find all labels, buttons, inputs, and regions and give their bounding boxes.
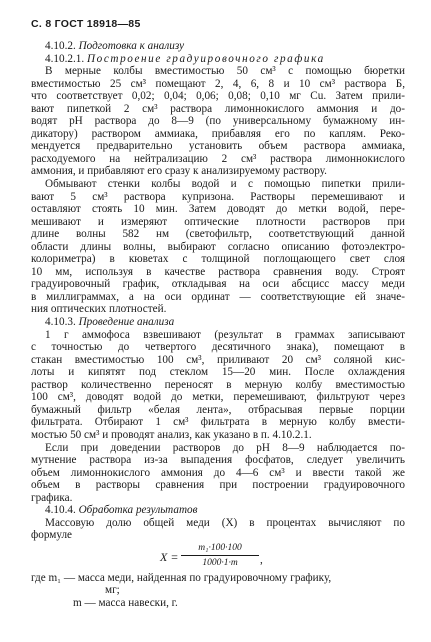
text-line: в миллиграммах, а на оси ординат — соответствующие ей значе-: [31, 290, 405, 303]
text-line: ния оптических плотностей.: [31, 303, 167, 316]
text-line: оставляют стоять 10 мин. Затем доводят до метки водой, пере-: [31, 203, 405, 216]
text-line: стакан вместимостью 100 см³, приливают 20 см³ соляной кис-: [31, 353, 405, 366]
document-body: [31, 40, 405, 610]
text-line: градуировочный график, откладывая на оси абсцисс массу меди: [31, 278, 405, 291]
section-number: 4.10.2.1.: [45, 52, 85, 65]
text-line: мешивают и измеряют оптические плотности растворов при: [31, 215, 405, 228]
text-line: Обмывают стенки колбы водой и с помощью пипетки прили-: [45, 178, 405, 191]
text-line: колориметра) в кюветах с толщиной поглощающего свет слоя: [31, 253, 405, 266]
section-title: Подготовка к анализу: [78, 40, 185, 52]
text-line: длине волны 582 нм (светофильтр, соответствующий данной: [31, 228, 405, 241]
section-title: Обработка результатов: [78, 504, 198, 517]
section-number: 4.10.2.: [45, 40, 76, 52]
section-number: 4.10.4.: [45, 504, 76, 517]
definition-m1-unit: мг;: [105, 584, 120, 597]
text-line: вают 5 см³ раствора купризона. Растворы перемешивают и: [31, 190, 405, 203]
text-line: 1 г аммофоса взвешивают (результат в граммах записывают: [45, 328, 405, 341]
section-title: Построение градуировочного графика: [86, 52, 325, 65]
formula: [31, 542, 405, 572]
text-line: Массовую долю общей меди (X) в процентах вычисляют по: [45, 516, 405, 529]
text-line: области длины волны, выбирают согласно описанию фотоэлектро-: [31, 240, 405, 253]
text-line: В мерные колбы вместимостью 50 см³ с помощью бюретки: [45, 65, 405, 78]
text-line: водят pH раствора до 8—9 (по универсальному бумажному ин-: [31, 115, 405, 128]
section-4-10-3-heading: [31, 316, 405, 329]
text-line: Если при доведении растворов до pH 8—9 наблюдается по-: [45, 441, 405, 454]
text-line: объем лимоннокислого аммония до 4—6 см³ и ввести такой же: [31, 466, 405, 479]
section-4-10-2-heading: [31, 40, 405, 53]
text-line: вместимостью 25 см³ помещают 2, 4, 6, 8 и 10 см³ раствора Б,: [31, 77, 405, 90]
text-line: раствор количественно переносят в мерную колбу вместимостью: [31, 378, 405, 391]
text-line: что соответствует 0,02; 0,04; 0,06; 0,08; 0,10 мг Cu. Затем прили-: [31, 90, 405, 103]
text-line: мостью 50 см³ и проводят анализ, как указано в п. 4.10.2.1.: [31, 428, 312, 441]
text-line: фильтрата. Отбирают 1 см³ фильтрата в мерную колбу вмести-: [31, 416, 405, 429]
section-4-10-2-1-heading: [31, 53, 405, 66]
text-line: графика.: [31, 491, 73, 504]
text-line: формуле: [31, 529, 72, 542]
text-line: 10 мм, используя в качестве раствора сравнения воду. Строят: [31, 265, 405, 278]
text-line: мендуется предварительно установить объем раствора аммиака,: [31, 140, 405, 153]
formula-denominator: 1000·1·m: [202, 558, 238, 569]
formula-comma: ,: [260, 553, 263, 566]
text-line: мутнение раствора из-за выпадения фосфатов, следует увеличить: [31, 454, 405, 467]
text-line: лоты и кипятят под стеклом 15—20 мин. После охлаждения: [31, 366, 405, 379]
definition-m: m — масса навески, г.: [73, 596, 178, 609]
formula-lhs: X =: [160, 549, 179, 564]
section-title: Проведение анализа: [78, 316, 175, 329]
section-number: 4.10.3.: [45, 316, 76, 329]
section-4-10-4-heading: [31, 504, 405, 517]
text-line: аммония, и прибавляют его сразу к анализируемому раствору.: [31, 165, 327, 178]
text-line: расходуемого на нейтрализацию 2 см³ раствора лимоннокислого: [31, 152, 405, 165]
text-line: вают пипеткой 2 см³ раствора лимоннокислого аммония и до-: [31, 102, 405, 115]
formula-fraction: [181, 542, 259, 570]
text-line: объем в растворы сравнения при построении градуировочного: [31, 479, 405, 492]
formula-numerator: m₁·100·100: [181, 542, 259, 557]
text-line: 100 см³, доводят водой до метки, перемешивают, фильтруют через: [31, 391, 405, 404]
text-line: бумажный фильтр «белая лента», отбрасывая первые порции: [31, 403, 405, 416]
text-line: с точностью до четвертого десятичного знака), помещают в: [31, 341, 405, 354]
page-header: С. 8 ГОСТ 18918—85: [31, 18, 141, 30]
definition-m1: где m₁ — масса меди, найденная по градуировочному графику,: [31, 571, 332, 584]
text-line: дикатору) раствором аммиака, прибавляя его по каплям. Реко-: [31, 127, 405, 140]
